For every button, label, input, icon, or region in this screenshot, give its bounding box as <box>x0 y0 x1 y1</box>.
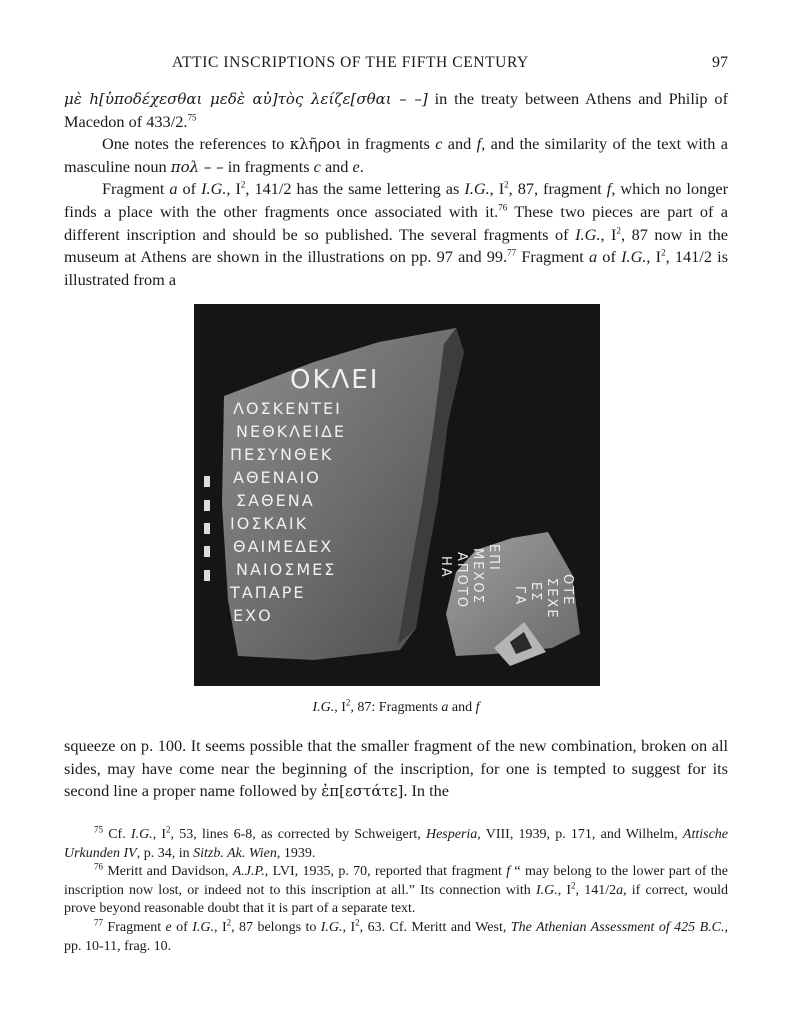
fragment-letter: f <box>606 179 612 199</box>
text: , I <box>334 700 346 715</box>
citation-abbrev: I.G. <box>312 700 335 715</box>
text: , 53, lines 6-8, as corrected by Schweigert, <box>170 827 426 842</box>
inscription-line: ΠΕΣΥΝΘΕΚ <box>230 445 334 464</box>
fragment-letter: f <box>475 700 480 715</box>
superscript: 2 <box>355 917 360 928</box>
citation-abbrev: I.G. <box>192 919 215 935</box>
text: , I <box>152 827 167 842</box>
fragment-letter: f <box>506 864 511 880</box>
figure-caption <box>64 697 728 716</box>
text: Meritt and Davidson, <box>103 864 233 880</box>
text: and <box>442 134 477 154</box>
journal-title: Hesperia <box>425 827 478 842</box>
inscription-photograph <box>194 304 600 686</box>
inscription-line: ΙΟΣΚΑΙΚ <box>230 514 309 533</box>
text: , p. 34, in <box>136 845 194 861</box>
text: of <box>177 179 202 199</box>
citation-abbrev: I.G. <box>575 224 601 244</box>
inscription-line: ΕΧΟ <box>233 606 273 625</box>
greek-phrase: ἐπ[εστάτε] <box>321 782 404 801</box>
fragment-letter: e <box>165 919 172 935</box>
text: . <box>359 156 364 176</box>
superscript: 2 <box>616 225 621 236</box>
inscription-line: ΣΑΘΕΝΑ <box>236 491 315 510</box>
citation-abbrev: I.G. <box>130 827 153 842</box>
footnote-75 <box>64 826 728 863</box>
journal-title: A.J.P. <box>232 864 265 880</box>
inscription-line: ΕΠΙ <box>486 544 501 572</box>
superscript: 2 <box>226 917 232 928</box>
text: These two pieces are part of a different inscription and should be so published. The several fragments of <box>64 201 728 244</box>
text: , which no longer finds a place with the other fragments once associated with it. <box>64 179 729 221</box>
stone-fragments-illustration <box>194 304 600 686</box>
superscript: 2 <box>345 697 351 708</box>
paragraph-2 <box>64 133 728 178</box>
text: in the treaty between Athens and Philip of Macedon of 433/2. <box>64 89 728 131</box>
footnote-number: 77 <box>94 917 103 928</box>
superscript: 2 <box>166 824 171 835</box>
paragraph-3 <box>64 178 728 291</box>
inscription-line: ΑΘΕΝΑΙΟ <box>233 468 321 487</box>
text: One notes the references to <box>102 134 290 154</box>
text: , 63. Cf. Meritt and West, <box>359 919 511 935</box>
text: of <box>171 919 193 935</box>
journal-title: Sitzb. Ak. Wien <box>193 845 277 861</box>
greek-word: πολ – – <box>170 157 224 176</box>
page-number: 97 <box>712 54 728 71</box>
text: , VIII, 1939, p. 171, and Wilhelm, <box>477 827 683 842</box>
text: Fragment <box>103 919 166 935</box>
fragment-letter: e <box>352 156 360 176</box>
text: , 87 now in the museum at Athens are shown in the illustrations on pp. 97 and 99. <box>64 224 729 267</box>
superscript: 2 <box>504 179 509 190</box>
citation-abbrev: I.G. <box>535 882 558 898</box>
fragment-letter: a <box>616 882 624 898</box>
scale-mark <box>204 523 210 534</box>
text: , LVI, 1935, p. 70, reported that fragment <box>264 864 507 880</box>
text: , 87, fragment <box>508 179 607 199</box>
citation-abbrev: I.G. <box>621 247 647 267</box>
text: , I <box>342 919 356 935</box>
text: , I <box>214 919 227 935</box>
citation-abbrev: I.G. <box>464 179 490 199</box>
text: , 1939. <box>276 845 316 861</box>
text: , I <box>489 179 505 199</box>
text: , if correct, would prove beyond reasonable doubt that it is part of a separate text. <box>64 882 728 917</box>
text: , 141/2 has the same lettering as <box>245 179 465 199</box>
text: . In the <box>403 781 450 801</box>
text: , I <box>557 882 572 898</box>
body-text-top <box>64 88 728 291</box>
citation-abbrev: I.G. <box>320 919 343 935</box>
scale-mark <box>204 500 210 511</box>
fragment-letter: a <box>441 700 449 715</box>
inscription-line: ΝΑΙΟΣΜΕΣ <box>236 560 337 579</box>
superscript: 2 <box>571 880 576 891</box>
footnote-76 <box>64 863 728 919</box>
greek-word: κλῆροι <box>289 135 342 154</box>
text: in fragments <box>341 134 436 154</box>
superscript: 2 <box>240 179 246 190</box>
paragraph-4 <box>64 735 728 803</box>
text: , 87 belongs to <box>231 919 321 935</box>
fragment-letter: c <box>435 134 443 154</box>
text: of <box>597 247 622 267</box>
footnote-number: 75 <box>94 824 103 835</box>
scale-mark <box>204 476 210 487</box>
footnote-number: 76 <box>94 861 103 872</box>
body-text-bottom <box>64 735 728 803</box>
paragraph-1 <box>64 88 728 133</box>
text: in fragments <box>223 156 314 176</box>
fragment-letter: a <box>588 247 598 267</box>
footnote-ref-75: 75 <box>187 112 197 123</box>
inscription-line: ΟΤΕ <box>560 574 575 607</box>
inscription-line: ΛΟΣΚΕΝΤΕΙ <box>233 399 342 418</box>
book-title: The Athenian Assessment of 425 B.C. <box>510 919 725 935</box>
text: , and the similarity of the text with a masculine noun <box>64 134 728 176</box>
inscription-line: ΟΚΛΕΙ <box>290 365 380 395</box>
inscription-line: ΝΕΘΚΛΕΙΔΕ <box>236 422 346 441</box>
book-title: Attische Urkunden IV <box>64 827 729 861</box>
fragment-letter: f <box>476 134 482 154</box>
inscription-line: ΕΣ <box>528 582 543 603</box>
inscription-line: ΜΕΧΟΣ <box>470 548 485 605</box>
text: “ may belong to the lower part of the inscription now lost, or indeed not to this inscription at all.” Its connection with <box>64 864 728 898</box>
fragment-letter: a <box>169 179 178 199</box>
footnote-ref-76: 76 <box>498 202 508 213</box>
text: squeeze on p. 100. It seems possible that the smaller fragment of the new combination, broken on all sides, may have come near the beginning of the inscription, for one is tempted to suggest for its second line a proper name followed by <box>64 736 728 801</box>
running-head <box>64 54 728 76</box>
inscription-line: ΑΠΟΤΟ <box>454 552 469 610</box>
greek-phrase: μὲ h[ὑποδέχεσθαι μεδὲ αὐ]τὸς λείζε[σθαι – –] <box>64 90 428 108</box>
text: , 87: Fragments <box>350 700 442 715</box>
inscription-line: ΘΑΙΜΕΔΕΧ <box>233 537 334 556</box>
text: , I <box>600 224 617 244</box>
inscription-line: ΗΑ <box>438 556 453 579</box>
scale-mark <box>204 570 210 581</box>
text: , 141/2 is illustrated from a <box>64 247 729 289</box>
inscription-line: ΓΑ <box>512 586 527 607</box>
inscription-line: ΤΑΠΑΡΕ <box>230 583 306 602</box>
text: Fragment <box>102 179 170 199</box>
fragment-letter: c <box>313 156 321 176</box>
text: and <box>320 156 353 176</box>
superscript: 2 <box>661 247 666 258</box>
scale-mark <box>204 546 210 557</box>
text: Cf. <box>103 827 131 842</box>
text: Fragment <box>516 247 589 267</box>
text: and <box>448 700 476 715</box>
inscription-line: ΣΕΧΕ <box>544 578 559 620</box>
text: , pp. 10-11, frag. 10. <box>64 919 728 954</box>
text: , 141/2 <box>575 882 617 898</box>
footnote-ref-77: 77 <box>507 247 517 258</box>
running-title: ATTIC INSCRIPTIONS OF THE FIFTH CENTURY <box>172 54 529 71</box>
footnotes <box>64 826 728 956</box>
citation-abbrev: I.G. <box>201 179 227 199</box>
text: , I <box>646 247 662 267</box>
footnote-77 <box>64 919 728 956</box>
text: , I <box>226 179 241 199</box>
